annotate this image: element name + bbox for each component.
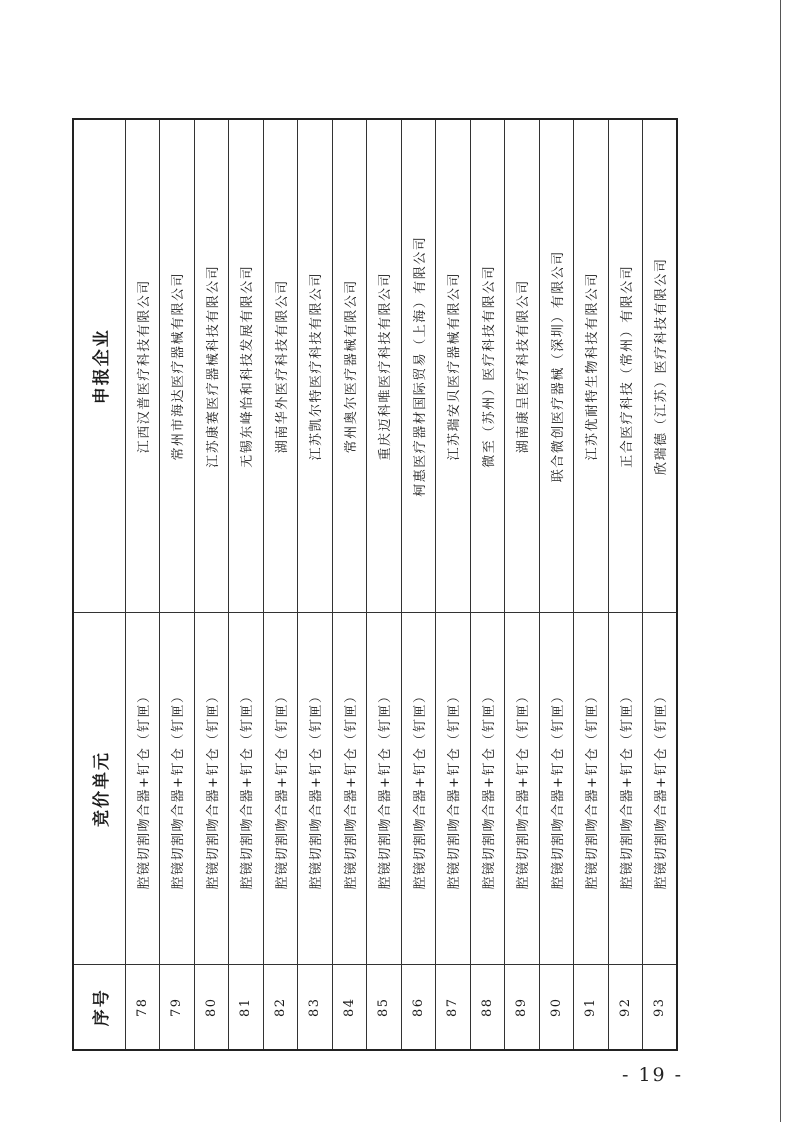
table-row bbox=[436, 119, 471, 1050]
header-unit: 竞价单元 bbox=[73, 613, 125, 965]
page-number: - 19 - bbox=[622, 1064, 684, 1086]
table-body bbox=[125, 119, 677, 1050]
cell-seq: 81 bbox=[229, 965, 264, 1050]
cell-company: 江西汉普医疗科技有限公司 bbox=[125, 119, 160, 613]
page-edge-line bbox=[780, 0, 781, 1122]
cell-seq: 87 bbox=[436, 965, 471, 1050]
cell-seq: 84 bbox=[332, 965, 367, 1050]
cell-company: 柯惠医疗器材国际贸易（上海）有限公司 bbox=[401, 119, 436, 613]
header-company: 申报企业 bbox=[73, 119, 125, 613]
table-row bbox=[332, 119, 367, 1050]
cell-seq: 91 bbox=[574, 965, 609, 1050]
cell-unit: 腔镜切割吻合器+钉仓（钉匣） bbox=[436, 613, 471, 965]
cell-unit: 腔镜切割吻合器+钉仓（钉匣） bbox=[194, 613, 229, 965]
cell-company: 常州市海达医疗器械有限公司 bbox=[160, 119, 195, 613]
cell-company: 微至（苏州）医疗科技有限公司 bbox=[470, 119, 505, 613]
cell-unit: 腔镜切割吻合器+钉仓（钉匣） bbox=[160, 613, 195, 965]
header-seq: 序号 bbox=[73, 965, 125, 1050]
table-row bbox=[194, 119, 229, 1050]
table-row bbox=[539, 119, 574, 1050]
cell-unit: 腔镜切割吻合器+钉仓（钉匣） bbox=[367, 613, 402, 965]
cell-company: 无锡东峰怡和科技发展有限公司 bbox=[229, 119, 264, 613]
cell-company: 江苏康赛医疗器械科技有限公司 bbox=[194, 119, 229, 613]
cell-unit: 腔镜切割吻合器+钉仓（钉匣） bbox=[298, 613, 333, 965]
cell-seq: 88 bbox=[470, 965, 505, 1050]
cell-seq: 79 bbox=[160, 965, 195, 1050]
cell-seq: 80 bbox=[194, 965, 229, 1050]
cell-company: 重庆迈科唯医疗科技有限公司 bbox=[367, 119, 402, 613]
cell-seq: 89 bbox=[505, 965, 540, 1050]
cell-unit: 腔镜切割吻合器+钉仓（钉匣） bbox=[229, 613, 264, 965]
cell-unit: 腔镜切割吻合器+钉仓（钉匣） bbox=[643, 613, 678, 965]
table-row bbox=[263, 119, 298, 1050]
cell-unit: 腔镜切割吻合器+钉仓（钉匣） bbox=[539, 613, 574, 965]
cell-unit: 腔镜切割吻合器+钉仓（钉匣） bbox=[574, 613, 609, 965]
cell-company: 湖南华外医疗科技有限公司 bbox=[263, 119, 298, 613]
cell-company: 湖南康呈医疗科技有限公司 bbox=[505, 119, 540, 613]
cell-unit: 腔镜切割吻合器+钉仓（钉匣） bbox=[505, 613, 540, 965]
cell-company: 联合微创医疗器械（深圳）有限公司 bbox=[539, 119, 574, 613]
cell-unit: 腔镜切割吻合器+钉仓（钉匣） bbox=[401, 613, 436, 965]
cell-seq: 85 bbox=[367, 965, 402, 1050]
table-row bbox=[367, 119, 402, 1050]
cell-seq: 86 bbox=[401, 965, 436, 1050]
table-header-row bbox=[73, 119, 125, 1050]
cell-unit: 腔镜切割吻合器+钉仓（钉匣） bbox=[470, 613, 505, 965]
cell-unit: 腔镜切割吻合器+钉仓（钉匣） bbox=[263, 613, 298, 965]
cell-company: 正合医疗科技（常州）有限公司 bbox=[608, 119, 643, 613]
cell-company: 江苏瑞安贝医疗器械有限公司 bbox=[436, 119, 471, 613]
cell-company: 欣瑞德（江苏）医疗科技有限公司 bbox=[643, 119, 678, 613]
cell-unit: 腔镜切割吻合器+钉仓（钉匣） bbox=[332, 613, 367, 965]
cell-unit: 腔镜切割吻合器+钉仓（钉匣） bbox=[608, 613, 643, 965]
table-row bbox=[160, 119, 195, 1050]
cell-seq: 92 bbox=[608, 965, 643, 1050]
cell-seq: 83 bbox=[298, 965, 333, 1050]
cell-company: 江苏优耐特生物科技有限公司 bbox=[574, 119, 609, 613]
rotated-table-container bbox=[72, 120, 677, 1051]
table-row bbox=[298, 119, 333, 1050]
cell-unit: 腔镜切割吻合器+钉仓（钉匣） bbox=[125, 613, 160, 965]
cell-seq: 90 bbox=[539, 965, 574, 1050]
cell-seq: 78 bbox=[125, 965, 160, 1050]
table-row bbox=[574, 119, 609, 1050]
cell-seq: 93 bbox=[643, 965, 678, 1050]
table-row bbox=[505, 119, 540, 1050]
cell-seq: 82 bbox=[263, 965, 298, 1050]
cell-company: 江苏凯尔特医疗科技有限公司 bbox=[298, 119, 333, 613]
table-row bbox=[608, 119, 643, 1050]
table-row bbox=[401, 119, 436, 1050]
table-row bbox=[229, 119, 264, 1050]
table-row bbox=[125, 119, 160, 1050]
table-row bbox=[643, 119, 678, 1050]
enterprise-table bbox=[72, 118, 678, 1051]
table-row bbox=[470, 119, 505, 1050]
cell-company: 常州奥尔医疗器械有限公司 bbox=[332, 119, 367, 613]
